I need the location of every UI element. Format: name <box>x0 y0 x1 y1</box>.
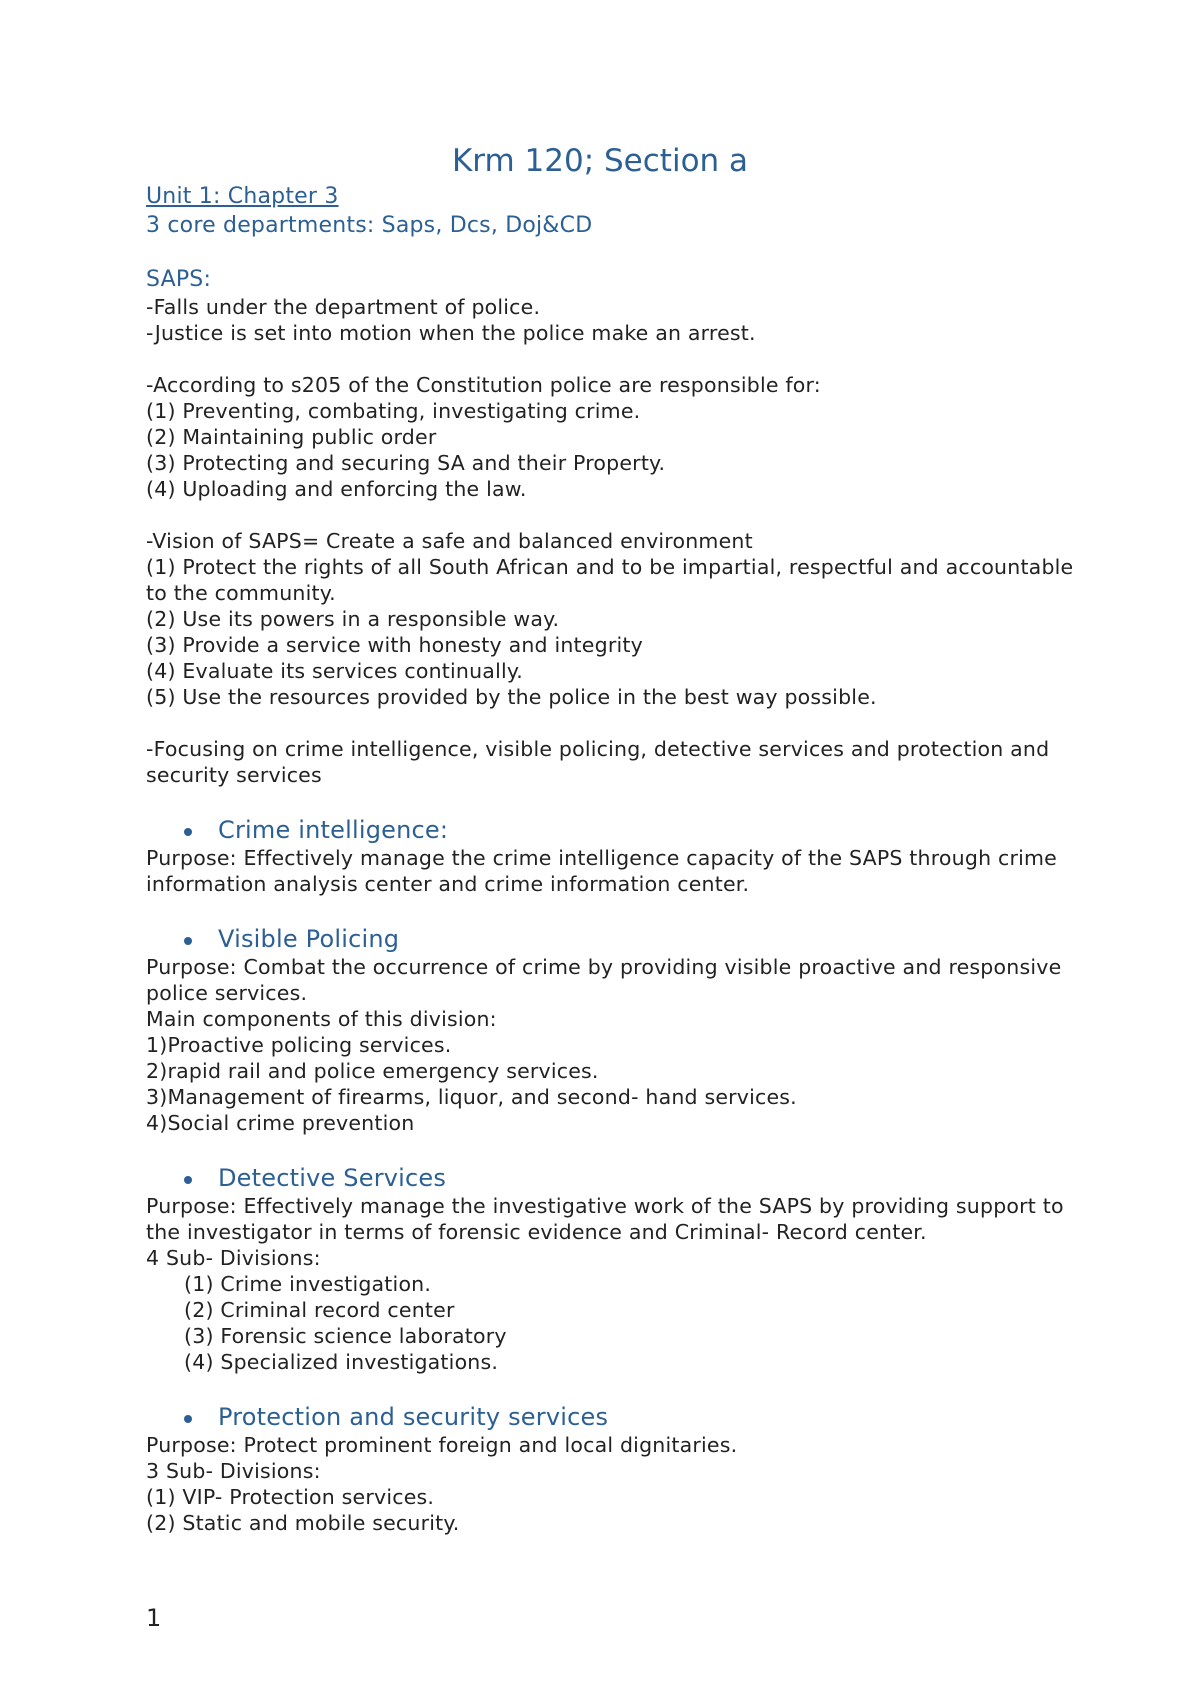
unit-heading: Unit 1: Chapter 3 <box>146 184 339 209</box>
sub-division-item: (1) Crime investigation. <box>184 1272 432 1296</box>
bullet-icon <box>184 1415 192 1423</box>
component-item: 2)rapid rail and police emergency services. <box>146 1059 599 1083</box>
sub-division-item: (3) Forensic science laboratory <box>184 1324 507 1348</box>
document-body <box>146 182 1086 1536</box>
focus-paragraph: -Focusing on crime intelligence, visible policing, detective services and protection and security services <box>146 737 1050 787</box>
vision-intro: -Vision of SAPS= Create a safe and balanced environment <box>146 529 753 553</box>
vision-item: (1) Protect the rights of all South African and to be impartial, respectful and accountable to the community. <box>146 555 1074 605</box>
protection-security-heading: Protection and security services <box>146 1402 1086 1432</box>
vision-item: (2) Use its powers in a responsible way. <box>146 607 560 631</box>
protection-security-purpose: Purpose: Protect prominent foreign and local dignitaries. <box>146 1433 738 1457</box>
vision-item: (4) Evaluate its services continually. <box>146 659 523 683</box>
component-item: 1)Proactive policing services. <box>146 1033 452 1057</box>
visible-policing-heading: Visible Policing <box>146 924 1086 954</box>
sub-divisions-intro: 3 Sub- Divisions: <box>146 1459 321 1483</box>
crime-intelligence-heading: Crime intelligence: <box>146 815 1086 845</box>
sub-division-item: (1) VIP- Protection services. <box>146 1485 435 1509</box>
core-departments-heading: 3 core departments: Saps, Dcs, Doj&CD <box>146 213 593 238</box>
page-number: 1 <box>146 1604 162 1632</box>
sub-division-item: (4) Specialized investigations. <box>184 1350 499 1374</box>
responsibility-item: (4) Uploading and enforcing the law. <box>146 477 527 501</box>
sub-division-item: (2) Static and mobile security. <box>146 1511 460 1535</box>
visible-policing-purpose: Purpose: Combat the occurrence of crime by providing visible proactive and responsive police services. <box>146 955 1062 1005</box>
document-title: Krm 120; Section a <box>451 143 749 179</box>
constitution-intro: -According to s205 of the Constitution police are responsible for: <box>146 373 821 397</box>
saps-intro-line: -Falls under the department of police. <box>146 295 541 319</box>
components-intro: Main components of this division: <box>146 1007 497 1031</box>
bullet-icon <box>184 1176 192 1184</box>
bullet-icon <box>184 828 192 836</box>
crime-intelligence-purpose: Purpose: Effectively manage the crime intelligence capacity of the SAPS through crime information analysis center and crime information center. <box>146 846 1057 896</box>
bullet-icon <box>184 937 192 945</box>
vision-item: (3) Provide a service with honesty and integrity <box>146 633 643 657</box>
vision-item: (5) Use the resources provided by the police in the best way possible. <box>146 685 877 709</box>
responsibility-item: (3) Protecting and securing SA and their Property. <box>146 451 666 475</box>
saps-heading: SAPS: <box>146 267 212 292</box>
sub-division-item: (2) Criminal record center <box>184 1298 455 1322</box>
detective-services-heading: Detective Services <box>146 1163 1086 1193</box>
component-item: 4)Social crime prevention <box>146 1111 415 1135</box>
saps-intro-line: -Justice is set into motion when the police make an arrest. <box>146 321 756 345</box>
responsibility-item: (2) Maintaining public order <box>146 425 437 449</box>
detective-services-purpose: Purpose: Effectively manage the investigative work of the SAPS by providing support to the investigator in terms of forensic evidence and Criminal- Record center. <box>146 1194 1064 1244</box>
component-item: 3)Management of firearms, liquor, and second- hand services. <box>146 1085 797 1109</box>
responsibility-item: (1) Preventing, combating, investigating crime. <box>146 399 641 423</box>
sub-divisions-intro: 4 Sub- Divisions: <box>146 1246 321 1270</box>
